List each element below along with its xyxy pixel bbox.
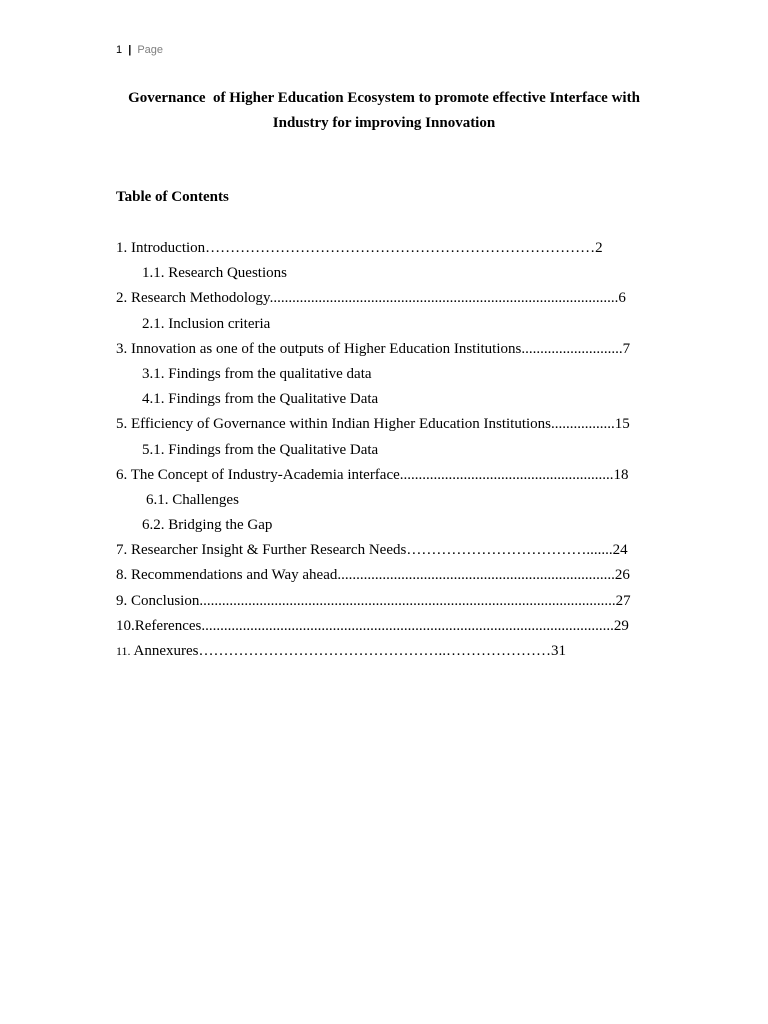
- title-line-2: Industry for improving Innovation: [272, 115, 496, 131]
- table-of-contents: [116, 236, 676, 664]
- toc-entry-innovation-outputs[interactable]: 3. Innovation as one of the outputs of Higher Education Institutions...........................7: [116, 340, 631, 357]
- toc-entry-inclusion-criteria[interactable]: 2.1. Inclusion criteria: [142, 315, 271, 332]
- page-header: [116, 43, 163, 57]
- toc-heading: Table of Contents: [116, 189, 229, 205]
- page-label: Page: [137, 44, 164, 56]
- document-title: [100, 86, 668, 136]
- toc-entry-findings-qualitative-3-1[interactable]: 3.1. Findings from the qualitative data: [142, 365, 372, 382]
- toc-entry-recommendations[interactable]: 8. Recommendations and Way ahead..........................................................................26: [116, 567, 630, 584]
- toc-entry-findings-qualitative-4-1[interactable]: 4.1. Findings from the Qualitative Data: [142, 391, 379, 408]
- toc-entry-researcher-insight[interactable]: 7. Researcher Insight & Further Research Needs……………………………….......24: [116, 542, 628, 559]
- toc-entry-research-methodology[interactable]: 2. Research Methodology.............................................................................................6: [116, 290, 626, 307]
- annexure-number: 11.: [116, 644, 131, 658]
- toc-entry-findings-qualitative-5-1[interactable]: 5.1. Findings from the Qualitative Data: [142, 441, 379, 458]
- annexure-label: Annexures…………………………………………..…………………31: [133, 643, 566, 659]
- toc-entry-introduction[interactable]: 1. Introduction……………………………………………………………………2: [116, 240, 603, 256]
- page-number: 1: [116, 44, 123, 56]
- toc-entry-industry-academia[interactable]: 6. The Concept of Industry-Academia interface.........................................................18: [116, 466, 629, 483]
- page-separator: |: [128, 44, 132, 56]
- toc-entry-efficiency-governance[interactable]: 5. Efficiency of Governance within Indian Higher Education Institutions.................15: [116, 416, 630, 433]
- toc-entry-challenges[interactable]: 6.1. Challenges: [146, 491, 239, 508]
- toc-entry-research-questions[interactable]: 1.1. Research Questions: [142, 265, 287, 282]
- toc-entry-bridging-gap[interactable]: 6.2. Bridging the Gap: [142, 517, 273, 534]
- toc-entry-references[interactable]: 10.References..............................................................................................................29: [116, 617, 629, 634]
- toc-entry-conclusion[interactable]: 9. Conclusion...............................................................................................................27: [116, 592, 631, 609]
- toc-entry-annexures[interactable]: [116, 639, 676, 664]
- title-line-1: Governance of Higher Education Ecosystem to promote effective Interface with: [128, 90, 640, 106]
